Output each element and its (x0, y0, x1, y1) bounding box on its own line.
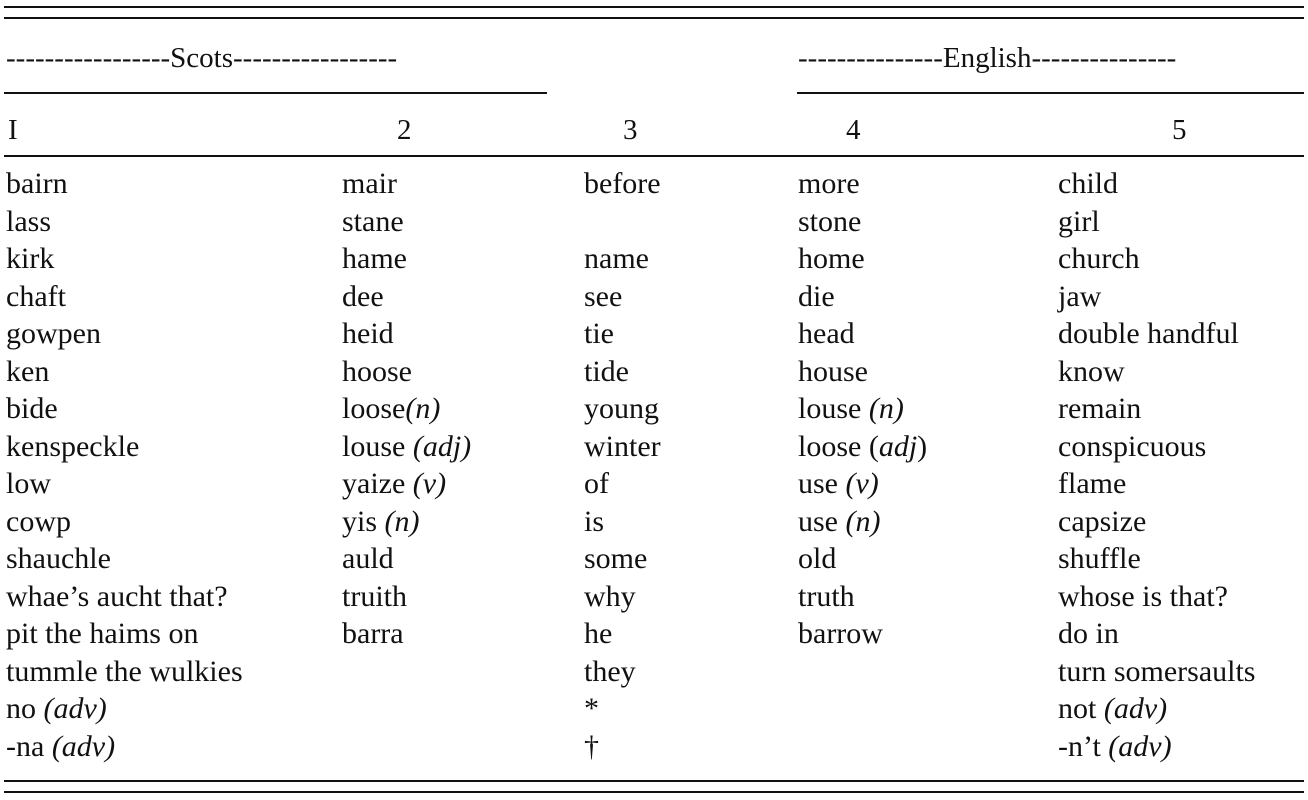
cell-text: barra (342, 617, 404, 650)
table-row (0, 240, 1308, 278)
rhyme-cell (584, 653, 636, 691)
english-meaning-cell (1058, 615, 1119, 653)
cell-text: tide (584, 354, 629, 388)
top-rule-outer (4, 6, 1304, 8)
scots-group-underline (4, 92, 547, 94)
rhyme-cell (584, 240, 649, 278)
cell-text: capsize (1058, 504, 1147, 538)
cell-suffix: ) (917, 429, 928, 463)
cell-text: mair (342, 167, 397, 200)
scots-cognate-cell (342, 390, 440, 428)
grammar-abbreviation: adj (878, 429, 918, 463)
cell-text: young (584, 392, 659, 425)
cell-text: louse (342, 429, 413, 463)
table-row (0, 728, 1308, 766)
table-row (0, 578, 1308, 616)
scots-cognate-cell (342, 428, 471, 466)
cell-text: barrow (798, 617, 883, 650)
english-meaning-cell (1058, 203, 1100, 241)
cell-text: cowp (6, 504, 71, 538)
cell-text: whose is that? (1058, 579, 1228, 613)
english-cognate-cell (798, 465, 879, 503)
english-meaning-cell (1058, 278, 1101, 316)
scots-word-cell (6, 465, 51, 503)
cell-text: loose (342, 392, 406, 425)
cell-text: stane (342, 204, 404, 238)
cell-text: remain (1058, 392, 1142, 425)
cell-text: flame (1058, 467, 1127, 500)
cell-text: church (1058, 242, 1140, 275)
table-row (0, 428, 1308, 466)
cell-text: lass (6, 204, 51, 238)
rhyme-cell (584, 428, 661, 466)
scots-cognate-cell (342, 240, 407, 278)
english-cognate-cell (798, 278, 835, 316)
cell-text: truith (342, 579, 407, 613)
cell-text: hoose (342, 354, 412, 388)
cell-text: pit the haims on (6, 617, 199, 650)
cell-text: truth (798, 579, 855, 613)
scots-word-cell (6, 240, 54, 278)
cell-text: -n’t (1058, 729, 1109, 763)
table-row (0, 690, 1308, 728)
english-meaning-cell (1058, 465, 1126, 503)
header-rule (4, 155, 1304, 157)
grammar-abbreviation: (adv) (1108, 729, 1172, 763)
grammar-abbreviation: (v) (845, 467, 879, 500)
bottom-rule-inner (4, 780, 1304, 782)
scots-cognate-cell (342, 353, 412, 391)
cell-text: -na (6, 729, 52, 763)
english-meaning-cell (1058, 390, 1141, 428)
table-row (0, 540, 1308, 578)
cell-text: shuffle (1058, 542, 1141, 575)
scots-word-cell (6, 203, 51, 241)
column-number-4: 4 (846, 114, 861, 146)
cell-text: yaize (342, 467, 413, 500)
grammar-abbreviation: (n) (868, 392, 904, 425)
cell-text: tummle the wulkies (6, 654, 243, 688)
scots-cognate-cell (342, 578, 407, 616)
table-row (0, 203, 1308, 241)
cell-text: girl (1058, 204, 1100, 238)
cell-text: kenspeckle (6, 429, 140, 463)
cell-text: chaft (6, 279, 66, 313)
rhyme-cell (584, 578, 636, 616)
cell-text: whae’s aucht that? (6, 579, 228, 613)
english-group-underline (797, 92, 1304, 94)
english-cognate-cell (798, 428, 927, 466)
cell-text: stone (798, 204, 862, 238)
cell-text: tie (584, 317, 614, 350)
table-row (0, 465, 1308, 503)
scots-word-cell (6, 390, 58, 428)
cell-text: before (584, 167, 661, 200)
cell-text: louse (798, 392, 869, 425)
cell-text: old (798, 542, 837, 575)
cell-text: is (584, 504, 605, 538)
cell-text: die (798, 279, 835, 313)
rhyme-cell (584, 503, 604, 541)
group-label-english: ---------------English--------------- (798, 42, 1177, 74)
scots-cognate-cell (342, 615, 404, 653)
rhyme-cell (584, 165, 661, 203)
scots-word-cell (6, 540, 111, 578)
bottom-rule-outer (4, 791, 1304, 793)
english-meaning-cell (1058, 428, 1206, 466)
english-meaning-cell (1058, 540, 1141, 578)
english-meaning-cell (1058, 728, 1172, 766)
grammar-abbreviation: (n) (384, 504, 420, 538)
word-table-body (0, 165, 1308, 765)
cell-text: auld (342, 542, 394, 575)
column-number-1: I (8, 114, 18, 146)
column-number-3: 3 (623, 114, 638, 146)
rhyme-cell (584, 690, 599, 728)
english-cognate-cell (798, 390, 904, 428)
table-row (0, 315, 1308, 353)
cell-text: know (1058, 354, 1125, 388)
scots-cognate-cell (342, 540, 394, 578)
cell-text: shauchle (6, 542, 111, 575)
rhyme-cell (584, 728, 599, 766)
grammar-abbreviation: (n) (405, 392, 441, 425)
cell-text: winter (584, 429, 661, 463)
group-label-scots: -----------------Scots----------------- (6, 42, 398, 74)
cell-text: why (584, 579, 636, 613)
rhyme-cell (584, 278, 622, 316)
grammar-abbreviation: (v) (412, 467, 447, 500)
cell-text: hame (342, 242, 407, 275)
cell-text: of (584, 467, 609, 500)
grammar-abbreviation: (n) (845, 504, 881, 538)
scots-word-cell (6, 728, 115, 766)
cell-text: some (584, 542, 648, 575)
rhyme-cell (584, 615, 612, 653)
grammar-abbreviation: (adj) (412, 429, 472, 463)
english-cognate-cell (798, 240, 865, 278)
table-row (0, 615, 1308, 653)
grammar-abbreviation: (adv) (51, 729, 116, 763)
cell-text: heid (342, 317, 394, 350)
cell-text: gowpen (6, 317, 101, 350)
cell-text: loose ( (798, 429, 879, 463)
cell-text: use (798, 504, 846, 538)
scots-word-cell (6, 653, 243, 691)
english-cognate-cell (798, 203, 861, 241)
cell-text: use (798, 467, 846, 500)
table-row (0, 353, 1308, 391)
english-meaning-cell (1058, 165, 1118, 203)
grammar-abbreviation: (adv) (1103, 692, 1168, 725)
scots-cognate-cell (342, 278, 384, 316)
scots-cognate-cell (342, 165, 397, 203)
table-row (0, 390, 1308, 428)
cell-text: they (584, 654, 636, 688)
rhyme-cell (584, 315, 614, 353)
cell-text: head (798, 317, 855, 350)
cell-text: child (1058, 167, 1118, 200)
english-meaning-cell (1058, 653, 1255, 691)
cell-text: name (584, 242, 649, 275)
scots-word-cell (6, 353, 49, 391)
scots-word-cell (6, 315, 101, 353)
cell-text: † (584, 729, 599, 763)
scots-word-cell (6, 428, 139, 466)
cell-text: turn somersaults (1058, 654, 1256, 688)
cell-text: he (584, 617, 613, 650)
scots-word-cell (6, 615, 198, 653)
english-meaning-cell (1058, 353, 1125, 391)
english-cognate-cell (798, 503, 880, 541)
english-cognate-cell (798, 353, 868, 391)
english-meaning-cell (1058, 578, 1228, 616)
scots-word-cell (6, 578, 228, 616)
cell-text: do in (1058, 617, 1119, 650)
cell-text: kirk (6, 242, 55, 275)
english-meaning-cell (1058, 240, 1140, 278)
cell-text: bide (6, 392, 58, 425)
cell-text: low (6, 467, 51, 500)
scots-word-cell (6, 503, 71, 541)
top-rule-inner (4, 17, 1304, 19)
cell-text: no (6, 692, 44, 725)
rhyme-cell (584, 540, 647, 578)
scots-word-cell (6, 278, 66, 316)
cell-text: conspicuous (1058, 429, 1207, 463)
table-row (0, 653, 1308, 691)
english-cognate-cell (798, 578, 855, 616)
english-cognate-cell (798, 540, 836, 578)
english-meaning-cell (1058, 503, 1146, 541)
column-number-5: 5 (1172, 114, 1187, 146)
cell-text: house (798, 354, 868, 388)
cell-text: not (1058, 692, 1104, 725)
rhyme-cell (584, 390, 659, 428)
scots-cognate-cell (342, 503, 420, 541)
scots-cognate-cell (342, 315, 394, 353)
grammar-abbreviation: (adv) (43, 692, 107, 725)
english-meaning-cell (1058, 690, 1167, 728)
english-cognate-cell (798, 315, 855, 353)
english-cognate-cell (798, 165, 860, 203)
table-row (0, 503, 1308, 541)
scots-word-cell (6, 165, 68, 203)
column-number-2: 2 (397, 114, 412, 146)
table-row (0, 278, 1308, 316)
table-row (0, 165, 1308, 203)
cell-text: ken (6, 354, 50, 388)
scots-word-cell (6, 690, 107, 728)
cell-text: more (798, 167, 860, 200)
cell-text: see (584, 279, 623, 313)
cell-text: * (584, 692, 599, 725)
scots-cognate-cell (342, 203, 404, 241)
english-cognate-cell (798, 615, 883, 653)
cell-text: yis (342, 504, 385, 538)
cell-text: jaw (1058, 279, 1102, 313)
cell-text: double handful (1058, 317, 1239, 350)
english-meaning-cell (1058, 315, 1239, 353)
rhyme-cell (584, 465, 609, 503)
cell-text: dee (342, 279, 384, 313)
cell-text: home (798, 242, 865, 275)
cell-text: bairn (6, 167, 68, 200)
rhyme-cell (584, 353, 629, 391)
scots-cognate-cell (342, 465, 446, 503)
